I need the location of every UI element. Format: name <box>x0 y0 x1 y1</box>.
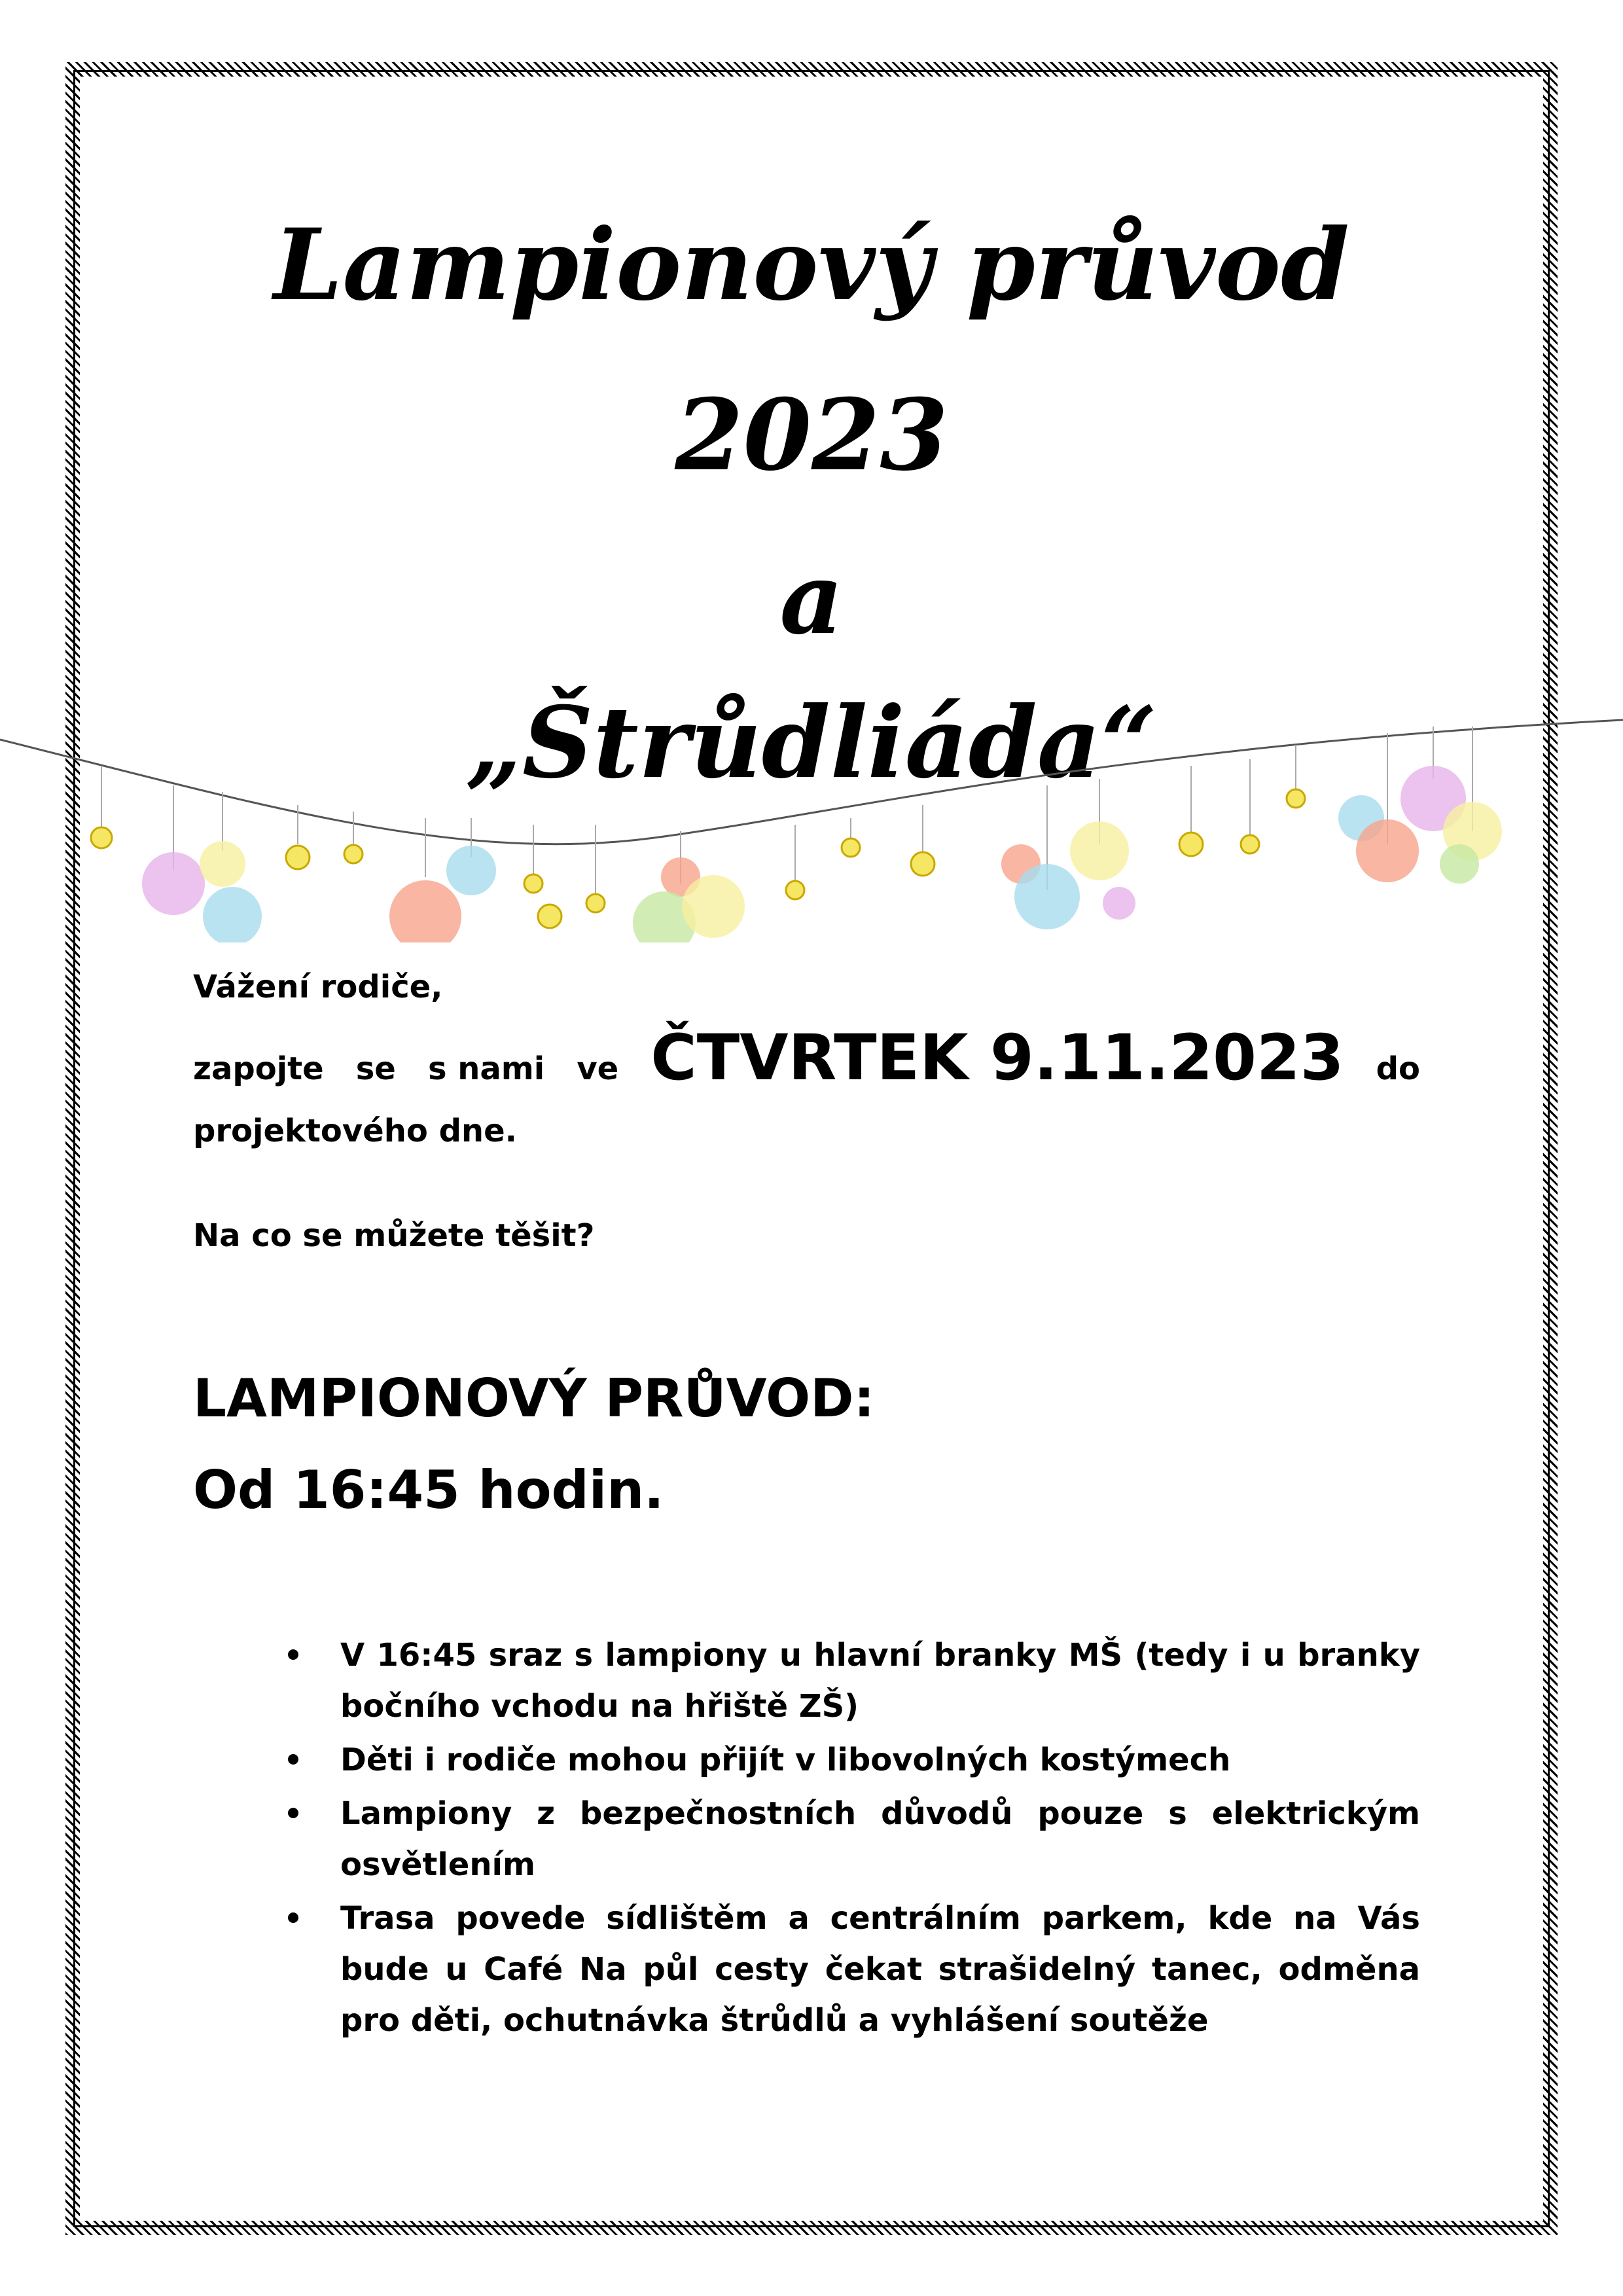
list-item: Lampiony z bezpečnostních důvodů pouze s elektrickým osvětlením <box>288 1788 1420 1890</box>
lightbulb-garland-icon <box>0 707 1623 942</box>
invite-word: se <box>355 1050 396 1087</box>
invite-continuation: projektového dne. <box>193 1113 517 1149</box>
invite-word: zapojte <box>193 1050 324 1087</box>
list-item: V 16:45 sraz s lampiony u hlavní branky MŠ (tedy i u branky bočního vchodu na hřiště ZŠ) <box>288 1630 1420 1732</box>
title-line-1: Lampionový průvod <box>274 207 1349 323</box>
question: Na co se můžete těšit? <box>193 1217 595 1254</box>
title-line-4: „Štrůdliáda“ <box>465 685 1158 800</box>
event-date: ČTVRTEK 9.11.2023 <box>651 1021 1344 1094</box>
invite-line <box>193 1021 1420 1094</box>
invite-word: ve <box>577 1050 619 1087</box>
bullet-icon <box>288 1754 298 1765</box>
list-item: Děti i rodiče mohou přijít v libovolných kostýmech <box>288 1734 1420 1785</box>
section-heading: LAMPIONOVÝ PRŮVOD: <box>193 1368 875 1429</box>
bullet-icon <box>288 1649 298 1660</box>
invite-word: do <box>1376 1050 1420 1087</box>
title-line-2: 2023 <box>675 378 948 493</box>
section-time: Od 16:45 hodin. <box>193 1460 664 1520</box>
info-list <box>288 1630 1420 2049</box>
greeting: Vážení rodiče, <box>193 969 443 1005</box>
title-line-3: a <box>779 541 844 656</box>
bullet-icon <box>288 1912 298 1923</box>
invite-word: s nami <box>427 1050 545 1087</box>
list-item: Trasa povede sídlištěm a centrálním parkem, kde na Vás bude u Café Na půl cesty čekat strašidelný tanec, odměna pro děti, ochutnávka štrůdlů a vyhlášení soutěže <box>288 1893 1420 2046</box>
bullet-icon <box>288 1808 298 1818</box>
